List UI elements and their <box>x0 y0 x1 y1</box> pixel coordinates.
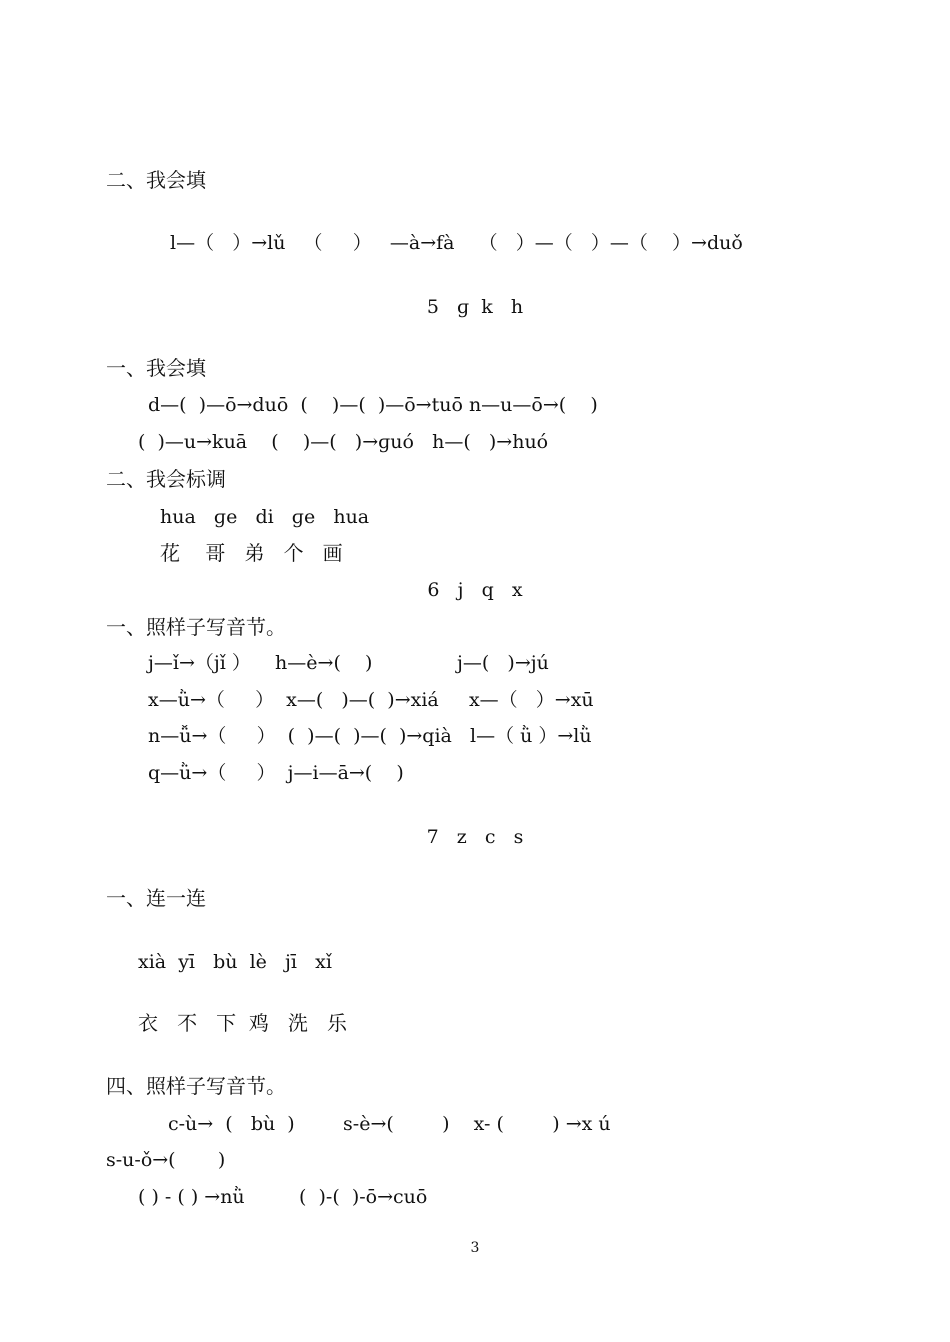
heading-section-tone-marks: 二、我会标调 <box>106 467 226 491</box>
hanzi-row-match: 衣 不 下 鸡 洗 乐 <box>138 1011 348 1035</box>
pinyin-row-tones: hua ɡe di ɡe hua <box>160 506 370 528</box>
heading-section-match: 一、连一连 <box>106 886 206 910</box>
hanzi-row-tones: 花 哥 弟 个 画 <box>160 541 343 565</box>
exercise-line-example-2: s-u-ǒ→( ) <box>106 1149 226 1171</box>
exercise-line-syllable-3: n—ǚ→（ ） ( )—( )—( )→qià l—（ ǜ ）→lǜ <box>148 725 592 747</box>
lesson-title-5: 5 ɡ k h <box>426 296 524 318</box>
heading-section-4-write-syllables: 四、照样子写音节。 <box>106 1074 286 1098</box>
lesson-title-7: 7 z c s <box>426 826 524 848</box>
exercise-line-fill-1: l—（ ）→lǔ （ ） —à→fà （ ）—（ ）—（ ）→duǒ <box>170 232 743 254</box>
lesson-title-6: 6 j q x <box>427 579 523 601</box>
exercise-line-syllable-2: x—ǜ→（ ） x—( )—( )→xiá x—（ ）→xū <box>148 689 594 711</box>
exercise-line-syllable-1: j—ǐ→（jǐ ） h—è→( ) j—( )→jú <box>148 652 549 674</box>
heading-section-write-syllables: 一、照样子写音节。 <box>106 615 286 639</box>
exercise-line-fill-2b: ( )—u→kuā ( )—( )→ɡuó h—( )→huó <box>138 431 549 453</box>
exercise-line-example-3: ( ) - ( ) →nǜ ( )-( )-ō→cuō <box>138 1186 428 1208</box>
heading-section-1-fill: 一、我会填 <box>106 356 206 380</box>
exercise-line-fill-2a: d—( )—ō→duō ( )—( )—ō→tuō n—u—ō→( ) <box>148 394 598 416</box>
exercise-line-example-1: c-ù→ ( bù ) s-è→( ) x- ( ) →x ú <box>168 1113 611 1135</box>
heading-section-2-fill: 二、我会填 <box>106 168 206 192</box>
exercise-line-syllable-4: q—ǜ→（ ） j—i—ā→( ) <box>148 762 404 784</box>
page-number: 3 <box>470 1240 480 1256</box>
pinyin-row-match: xià yī bù lè jī xǐ <box>138 951 332 973</box>
